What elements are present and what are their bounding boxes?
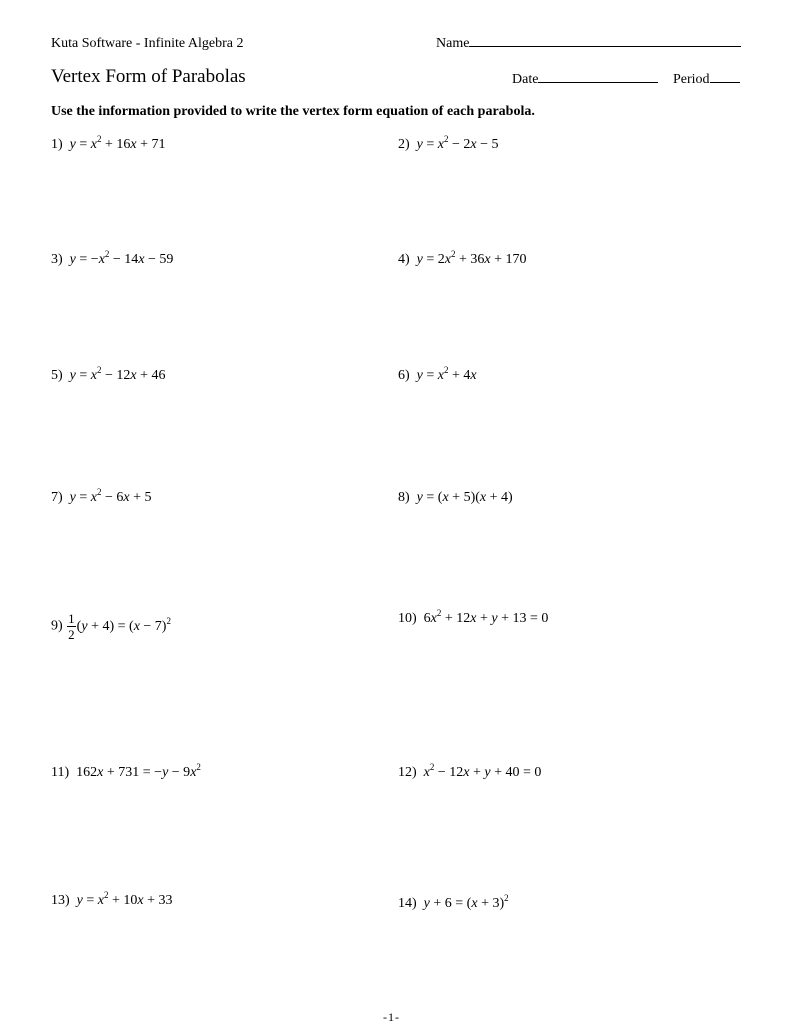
page-number: -1- — [383, 1010, 400, 1024]
problem-equation: $y = x^2 + 4x$ — [416, 365, 477, 383]
problem-7 — [51, 487, 152, 506]
problem-equation: $y = x^2 - 6x + 5$ — [69, 487, 152, 505]
problem-number: 3) — [51, 252, 63, 267]
problem-number: 1) — [51, 137, 63, 152]
publisher-label: Kuta Software - Infinite Algebra 2 — [51, 36, 244, 51]
problem-14 — [398, 893, 509, 912]
name-field[interactable] — [436, 36, 741, 52]
problem-equation: $y = x^2 - 12x + 46$ — [69, 365, 166, 383]
problem-6 — [398, 365, 477, 384]
problem-equation: $y + 6 = (x + 3)^2$ — [423, 893, 509, 911]
fraction-one-half: $\frac{1}{2}$ — [68, 611, 75, 642]
name-label: Name — [436, 36, 470, 51]
problem-equation: y = (x + 5)(x + 4) — [416, 490, 513, 505]
problem-number: 6) — [398, 368, 410, 383]
problem-12 — [398, 762, 542, 781]
problem-equation: $x^2 - 12x + y + 40 = 0$ — [423, 762, 542, 780]
problem-equation: $y = 2x^2 + 36x + 170$ — [416, 249, 527, 267]
problem-11 — [51, 762, 201, 781]
problem-number: 5) — [51, 368, 63, 383]
problem-equation: $y = -x^2 - 14x - 59$ — [69, 249, 174, 267]
problem-number: 12) — [398, 765, 417, 780]
problem-number: 8) — [398, 490, 410, 505]
problem-number: 13) — [51, 893, 70, 908]
problem-5 — [51, 365, 166, 384]
page-title: Vertex Form of Parabolas — [51, 66, 246, 87]
problem-number: 10) — [398, 611, 417, 626]
name-blank-line[interactable] — [469, 46, 741, 47]
problem-2 — [398, 134, 499, 153]
problem-number: 7) — [51, 490, 63, 505]
period-blank-line[interactable] — [710, 82, 740, 83]
problem-10 — [398, 608, 549, 627]
problem-number: 2) — [398, 137, 410, 152]
problem-4 — [398, 249, 527, 268]
problem-equation: $6x^2 + 12x + y + 13 = 0$ — [423, 608, 549, 626]
problem-13 — [51, 890, 173, 909]
problem-8 — [398, 490, 513, 506]
problem-number: 11) — [51, 765, 70, 780]
problem-equation: $162x + 731 = -y - 9x^2$ — [76, 762, 201, 780]
problem-number: 4) — [398, 252, 410, 267]
problem-equation: $y = x^2 - 2x - 5$ — [416, 134, 499, 152]
date-blank-line[interactable] — [538, 82, 658, 83]
period-field[interactable] — [673, 72, 740, 88]
date-label: Date — [512, 72, 539, 87]
problem-equation: $y = x^2 + 16x + 71$ — [69, 134, 166, 152]
period-label: Period — [673, 72, 710, 87]
problem-number: 9) — [51, 618, 63, 634]
problem-equation: $y = x^2 + 10x + 33$ — [76, 890, 173, 908]
problem-equation: $\frac{1}{2}$ $(y + 4) = (x - 7)^2$ — [68, 611, 171, 642]
instructions: Use the information provided to write the vertex form equation of each parabola. — [51, 104, 535, 119]
problem-3 — [51, 249, 174, 268]
problem-1 — [51, 134, 166, 153]
problem-number: 14) — [398, 896, 417, 911]
date-field[interactable] — [512, 72, 658, 88]
problem-9 — [51, 612, 171, 641]
